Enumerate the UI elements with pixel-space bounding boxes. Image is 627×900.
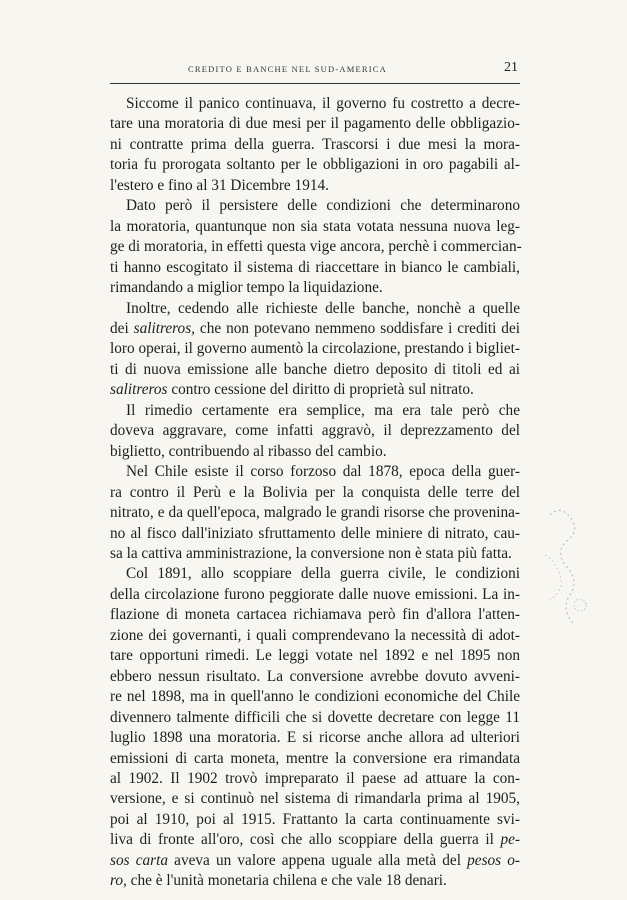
text-line: [110, 830, 520, 850]
text-line: versione, e si continuò nel sistema di rimandarla prima al 1905,: [110, 790, 520, 808]
body-text: [110, 94, 520, 892]
text-line: re nel 1898, ma in quell'anno le condizioni economiche del Chile: [110, 688, 520, 706]
running-title: CREDITO E BANCHE NEL SUD-AMERICA: [188, 64, 387, 74]
text-span: che non potevano nemmeno soddisfare i crediti dei: [194, 319, 520, 337]
text-line: zione dei governanti, i quali comprendevano la necessità di adot-: [110, 626, 520, 644]
text-line: ra contro il Perù e la Bolivia per la conquista delle terre del: [110, 483, 520, 501]
text-line: sa la cattiva amministrazione, la conversione non è stata più fatta.: [110, 544, 512, 562]
italic-term: pesos o-: [467, 851, 521, 869]
text-line: della circolazione furono peggiorate dalle nuove emissioni. La in-: [110, 585, 520, 603]
italic-term: salitreros: [110, 381, 168, 399]
page-header: [110, 60, 518, 82]
page-number: 21: [504, 60, 518, 75]
text-line: Il rimedio certamente era semplice, ma era tale però che: [126, 401, 520, 419]
text-line: Nel Chile esiste il corso forzoso dal 1878, epoca della guer-: [126, 463, 520, 481]
text-line: tare opportuni rimedi. Le leggi votate nel 1892 e nel 1895 non: [110, 647, 520, 665]
text-span: contro cessione del diritto di proprietà sul nitrato.: [167, 381, 474, 399]
text-line: ti hanno escogitato il sistema di riaccettare in bianco le cambiali,: [110, 258, 520, 276]
text-line: emissioni di carta moneta, mentre la conversione era rimandata: [110, 749, 520, 767]
text-span: dei: [110, 319, 134, 337]
text-line: toria fu prorogata soltanto per le obbligazioni in oro pagabili al-: [110, 156, 520, 174]
italic-term: sos carta: [110, 851, 168, 869]
text-span: che è l'unità monetaria chilena e che vale 18 denari.: [126, 872, 447, 890]
text-line: flazione di moneta cartacea richiamava però fin d'allora l'atten-: [110, 606, 520, 624]
text-line: tare una moratoria di due mesi per il pagamento delle obbligazio-: [110, 115, 520, 133]
text-line: poi al 1910, poi al 1915. Frattanto la carta continuamente svi-: [110, 810, 520, 828]
text-line: Siccome il panico continuava, il governo fu costretto a decre-: [126, 95, 520, 112]
text-line: [110, 319, 520, 339]
text-line: no al fisco dall'iniziato sfruttamento delle miniere di nitrato, cau-: [110, 524, 520, 542]
text-line: ebbero nessun risultato. La conversione avrebbe dovuto avveni-: [110, 667, 520, 685]
text-line: [110, 380, 520, 400]
text-line: Dato però il persistere delle condizioni che determinarono: [126, 197, 520, 215]
italic-term: salitreros,: [133, 319, 195, 337]
header-rule: [110, 83, 520, 84]
text-line: luglio 1898 una moratoria. E si ricorse anche allora ad ulteriori: [110, 729, 520, 747]
text-line: ge di moratoria, in effetti questa vige ancora, perchè i commercian-: [110, 238, 522, 256]
text-line: ti di nuova emissione alle banche dietro deposito di titoli ed ai: [110, 360, 520, 378]
italic-term: ro,: [110, 872, 127, 890]
text-line: ni contratte prima della guerra. Trascorsi i due mesi la mora-: [110, 135, 520, 153]
text-line: al 1902. Il 1902 trovò impreparato il paese ad attuare la con-: [110, 769, 520, 787]
text-line: la moratoria, quantunque non sia stata votata nessuna nuova leg-: [110, 217, 520, 235]
text-span: aveva un valore appena uguale alla metà del: [168, 851, 468, 869]
library-stamp-mark: [540, 505, 600, 635]
italic-term: pe-: [500, 831, 520, 849]
text-line: divennero talmente difficili che si dovette decretare con legge 11: [110, 708, 520, 726]
text-line: Inoltre, cedendo alle richieste delle banche, nonchè a quelle: [126, 299, 520, 317]
text-line: loro operai, il governo aumentò la circolazione, prestando i bigliet-: [110, 340, 520, 358]
text-line: nitrato, e da quell'epoca, malgrado le grandi risorse che provenina-: [110, 504, 520, 522]
text-line: [110, 871, 520, 891]
text-line: rimandando a miglior tempo la liquidazione.: [110, 279, 383, 297]
text-line: doveva aggravare, come infatti aggravò, il deprezzamento del: [110, 422, 520, 440]
text-line: l'estero e fino al 31 Dicembre 1914.: [110, 176, 329, 194]
text-line: Col 1891, allo scoppiare della guerra civile, le condizioni: [126, 565, 520, 583]
text-line: [110, 851, 520, 871]
text-span: liva di fronte all'oro, così che allo scoppiare della guerra il: [110, 831, 501, 849]
text-line: biglietto, contribuendo al ribasso del cambio.: [110, 442, 387, 460]
